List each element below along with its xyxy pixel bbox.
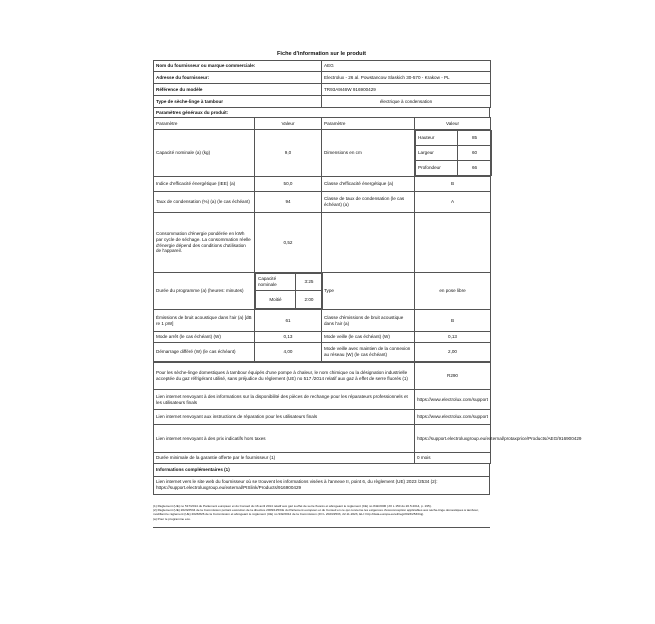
program-duration-table xyxy=(255,273,323,309)
spare-parts-label: Lien internet renvoyant à des informations sur la disponibilité des pièces de rechange pour les réparateurs professionnels et les utilisateurs finals xyxy=(154,390,415,410)
noise-label: Émissions de bruit acoustique dans l'air (a) [dB re 1 pW] xyxy=(154,310,255,332)
depth-label: Profondeur xyxy=(416,161,458,176)
additional-info-text: Lien internet vers le site web du fournisseur où se trouvent les informations visées à l'annexe II, point 6, du règlement (UE) 2023 /2534 (2): https://support.electroluxgroup.eu/external/PISlink/Products/916900429 xyxy=(153,477,490,495)
depth-value: 66 xyxy=(458,161,492,176)
height-label: Hauteur xyxy=(416,131,458,146)
supplier-name-label: Nom du fournisseur ou marque commerciale: xyxy=(154,61,322,72)
delay-start-value: 4,00 xyxy=(255,343,322,362)
supplier-address-value: Electrolux - 26 al. Powstancow Slaskich 30-570 - Krakow - PL xyxy=(322,72,491,84)
program-duration-cell xyxy=(255,273,322,310)
header-param: Paramètre xyxy=(154,118,255,130)
prices-label: Lien internet renvoyant à des prix indicatifs hors taxes xyxy=(154,425,415,453)
half-capacity-label: Moitié xyxy=(256,291,296,309)
sheet-title: Fiche d'information sur le produit xyxy=(277,51,366,57)
bottom-rule xyxy=(153,527,490,528)
capacity-value: 9,0 xyxy=(255,130,322,177)
repair-instructions-label: Lien internet renvoyant aux instructions de réparation pour les utilisateurs finals xyxy=(154,410,415,425)
dryer-type-value: électrique à condensation xyxy=(322,96,491,108)
supplier-name-value: AEG xyxy=(322,61,491,72)
general-params-heading: Paramètres généraux du produit: xyxy=(153,108,490,117)
eei-value: 50,0 xyxy=(255,177,322,192)
dimensions-table xyxy=(415,130,492,176)
footnote: (1) Règlement (UE) no 517/2014 du Parlement européen et du Conseil du 16 avril 2014 relatif aux gaz à effet de serre fluorés et abrogeant le règlement (CE) no 842/2006 (JO L 150 du 20.5.2014, p. 195). xyxy=(153,504,432,508)
width-value: 60 xyxy=(458,146,492,161)
condensation-rate-value: 94 xyxy=(255,192,322,213)
network-standby-value: 2,00 xyxy=(415,343,491,362)
additional-info-heading: Informations complémentaires (1) xyxy=(153,464,490,477)
header-value: Valeur xyxy=(255,118,322,130)
noise-value: 61 xyxy=(255,310,322,332)
off-mode-value: 0,13 xyxy=(255,332,322,343)
program-duration-label: Durée du programme (a) (heures: minutes) xyxy=(154,273,255,310)
model-label: Référence du modèle xyxy=(154,84,322,96)
noise-class-label: Classe d'émissions de bruit acoustique dans l'air (a) xyxy=(322,310,415,332)
prices-link[interactable]: https://support.electroluxgroup.eu/external/protaxprice/Products/AEG/916900429 xyxy=(415,425,491,453)
dimensions-label: Dimensions en cm xyxy=(322,130,415,177)
energy-class-value: B xyxy=(415,177,491,192)
network-standby-label: Mode veille avec maintien de la connexion au réseau (W) (le cas échéant) xyxy=(322,343,415,362)
condensation-class-value: A xyxy=(415,192,491,213)
repair-instructions-link[interactable]: https://www.electrolux.com/support xyxy=(415,410,491,425)
spare-parts-link[interactable]: https://www.electrolux.com/support xyxy=(415,390,491,410)
type-value: en pose libre xyxy=(415,273,491,310)
warranty-label: Durée minimale de la garantie offerte par le fournisseur (1) xyxy=(154,453,415,464)
empty-cell xyxy=(322,213,415,273)
links-table xyxy=(153,362,582,464)
rated-capacity-value: 3:25 xyxy=(296,274,323,291)
energy-consumption-label: Consommation d'énergie pondérée en kWh par cycle de séchage. La consommation réelle d'énergie dépend des conditions d'utilisation de l'appareil. xyxy=(154,213,255,273)
off-mode-label: Mode arrêt (le cas échéant) (W) xyxy=(154,332,255,343)
width-label: Largeur xyxy=(416,146,458,161)
standby-mode-value: 0,13 xyxy=(415,332,491,343)
header-param-2: Paramètre xyxy=(322,118,415,130)
warranty-value: 0 mois xyxy=(415,453,491,464)
footnote: (2) Règlement (UE) 2023/2534 de la Commission portant exécution de la directive 2009/125/CE du Parlement européen et du Conseil en ce qui concerne les exigences d'écoconception applicables aux sèche-linge domestiques à tambour, modifiant le règlement (UE) 2023/826 de la Commission et abrogeant le règlement (UE) no 932/2012 de la Commission (JO L 2023/2533, 22.11.2023, ELI: http://data.europa.eu/eli/reg/2023/2533/oj). xyxy=(153,508,479,517)
dryer-type-label: Type de sèche-linge à tambour xyxy=(154,96,322,108)
supplier-address-label: Adresse du fournisseur: xyxy=(154,72,322,84)
footnotes xyxy=(153,504,490,521)
eei-label: Indice d'efficacité énergétique (IEE) (a) xyxy=(154,177,255,192)
height-value: 85 xyxy=(458,131,492,146)
condensation-class-label: Classe de taux de condensation (le cas échéant) (a) xyxy=(322,192,415,213)
energy-class-label: Classe d'efficacité énergétique (a) xyxy=(322,177,415,192)
parameters-table xyxy=(153,117,491,362)
energy-consumption-value: 0,52 xyxy=(255,213,322,273)
model-value: TR93A9I46W 916900429 xyxy=(322,84,491,96)
rated-capacity-label: Capacité nominale xyxy=(256,274,296,291)
product-information-sheet xyxy=(153,48,582,528)
standby-mode-label: Mode veille (le cas échéant) (W) xyxy=(322,332,415,343)
footnote: (a) Pour le programme eco. xyxy=(153,516,191,521)
empty-cell xyxy=(415,213,491,273)
refrigerant-label: Pour les sèche-linge domestiques à tambour équipés d'une pompe à chaleur, le nom chimique ou la désignation industrielle acceptée du gaz réfrigérant utilisé, sans préjudice du règlement (UE) no 517 /2014 relatif aux gaz à effet de serre fluorés (1) xyxy=(154,363,415,390)
dimensions-cell xyxy=(415,130,491,177)
delay-start-label: Démarrage différé (W) (le cas échéant) xyxy=(154,343,255,362)
header-value-2: Valeur xyxy=(415,118,491,130)
capacity-label: Capacité nominale (a) (kg) xyxy=(154,130,255,177)
type-label: Type xyxy=(322,273,415,310)
condensation-rate-label: Taux de condensation (%) (a) (le cas échéant) xyxy=(154,192,255,213)
half-capacity-value: 2:00 xyxy=(296,291,323,309)
supplier-table xyxy=(153,60,491,108)
refrigerant-value: R290 xyxy=(415,363,491,390)
noise-class-value: B xyxy=(415,310,491,332)
